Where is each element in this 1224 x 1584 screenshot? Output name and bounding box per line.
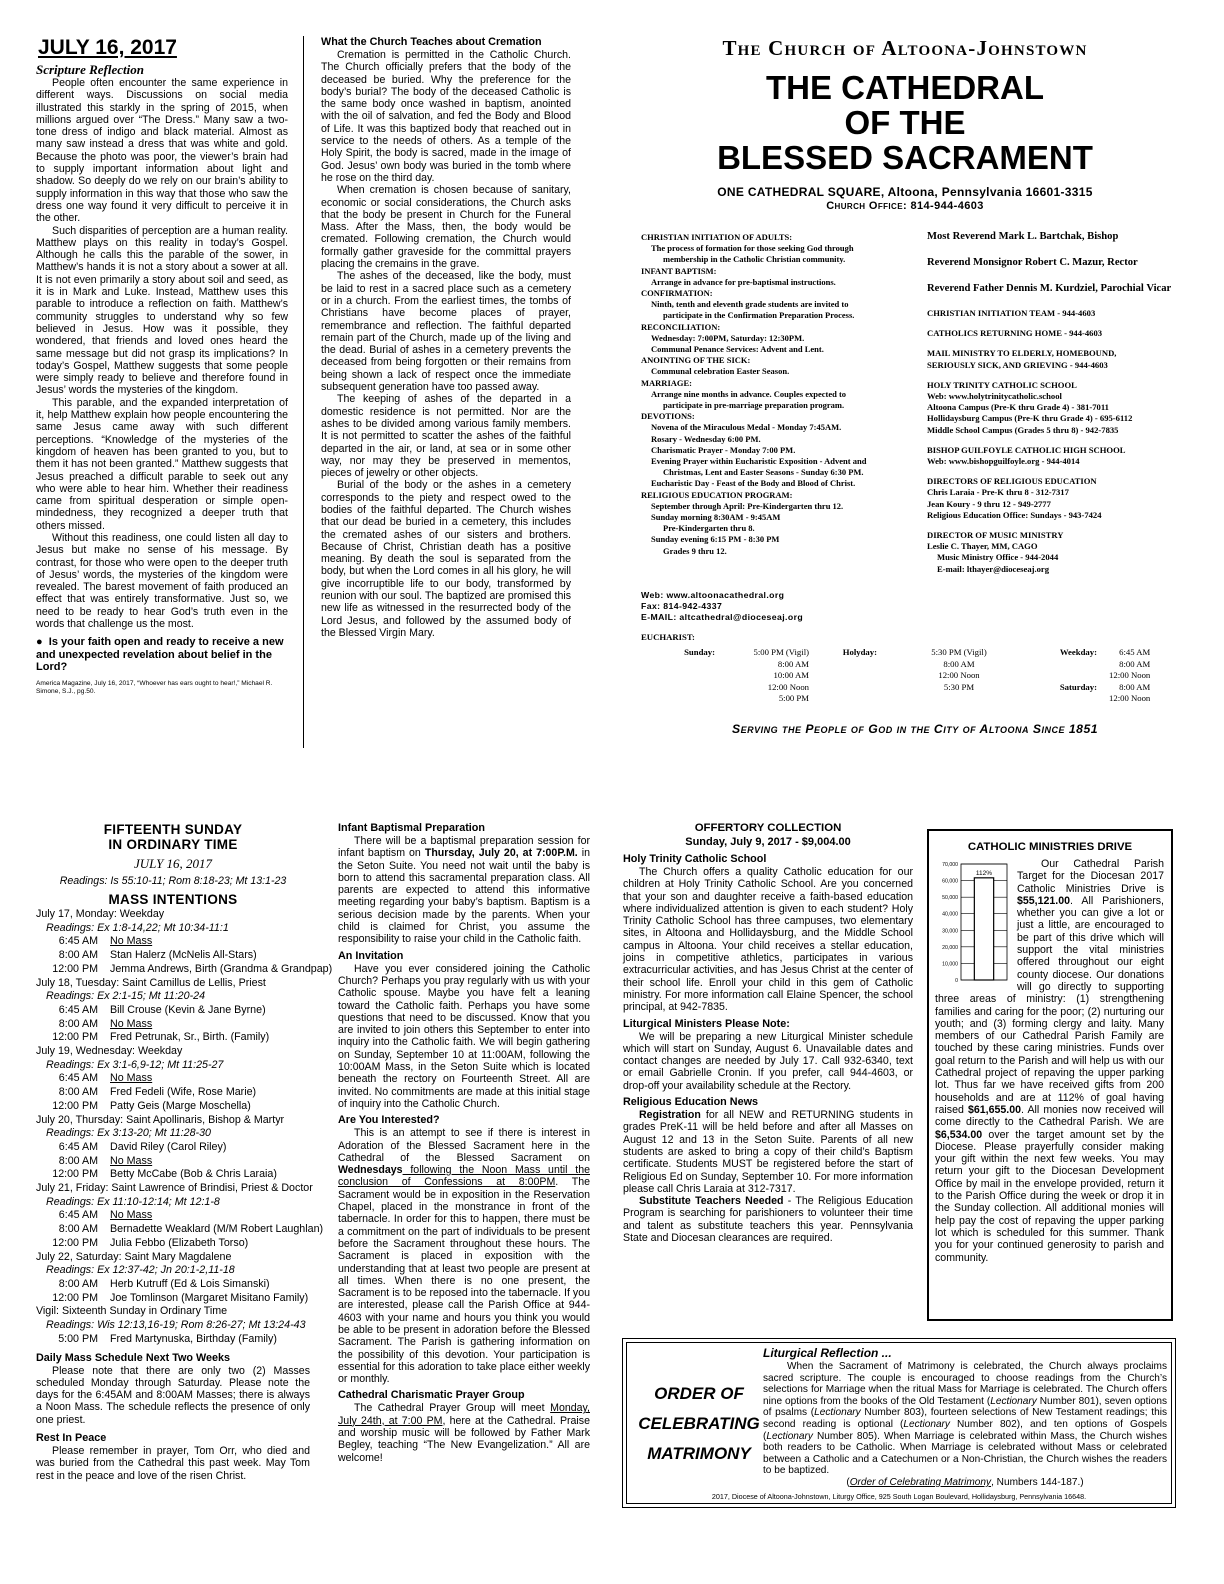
directory-line: Novena of the Miraculous Medal - Monday 7:45AM. bbox=[651, 422, 842, 433]
bar bbox=[974, 878, 993, 980]
directory-line: HOLY TRINITY CATHOLIC SCHOOL bbox=[927, 379, 1077, 390]
intention-name: Julia Febbo (Elizabeth Torso) bbox=[110, 1236, 249, 1249]
infant-baptism-heading: Infant Baptismal Preparation bbox=[338, 822, 485, 834]
directory-line: RELIGIOUS EDUCATION PROGRAM: bbox=[641, 489, 793, 500]
intention-name: No Mass bbox=[110, 1017, 153, 1030]
directory-line: membership in the Catholic Christian community. bbox=[663, 254, 846, 265]
mass-time: 6:45 AM bbox=[1119, 647, 1151, 658]
data-label: 112% bbox=[975, 869, 993, 877]
cathedral-title-3: BLESSED SACRAMENT bbox=[717, 139, 1093, 176]
parish-website: Web: www.altoonacathedral.org bbox=[641, 590, 785, 600]
intention-name: Jemma Andrews, Birth (Grandma & Grandpap) bbox=[110, 962, 333, 975]
directory-line: DIRECTOR OF MUSIC MINISTRY bbox=[927, 530, 1064, 541]
cremation-paragraph: When cremation is chosen because of sanitary, economic or social considerations, the Church asks that the body be present in Church for the Funeral Mass. After the Mass, then, the body would be cremated. Following cremation, the Church would formally gather graveside for the committal prayers placing the cremains in the grave. bbox=[321, 184, 571, 271]
adoration-text: This is an attempt to see if there is interest in Adoration of the Blessed Sacrament here in the Cathedral of the Blessed Sacrament on Wednesdays following the Noon Mass until the conclusion of Confessions at 8:00PM. The Sacrament would be in exposition in the Reservation Chapel, placed in the monstrance in front of the tabernacle. In order for this to happen, there must be a commitment on the part of individuals to be present before the Sacrament throughout these hours. The Sacrament is placed in exposition with the understanding that at least two people are present at all times. When there is no one present, the Sacrament is to be reposed into the tabernacle. If you are interested, please call the Parish Office at 944-4603 with your name and hours you think you would be able to be present in adoration before the Blessed Sacrament. The Parish is gathering information on the possibility of this devotion. Your participation is essential for this adoration to take place either weekly or monthly. bbox=[338, 1127, 590, 1386]
ministries-drive-text: 0 10,000 20,000 30,000 40,000 50,000 60,000 70,000 112% Our Cathedral Parish Target for the Diocesan 2017 Catholic Ministries Drive is $55,121.00. All Parishioners, whether you can give a lot or just a little, are encouraged to be part of this drive which will support the vital ministries offered throughout our eight county diocese. Our donations will go directly to supporting three areas of ministry: (1) strengthening families and caring for the poor; (2) nurturing our youth; and (3) forming clergy and laity. Many members of our Cathedral Parish Family are touched by these caring ministries. Funds over goal return to the Parish and will help us with our Cathedral project of repaving the upper parking lot. Thus far we have received gifts from 200 households and are at 112% of goal having raised $61,655.00. All monies now received will come directly to the Cathedral Parish. We are $6,534.00 over the target amount set by the Diocese. Please prayerfully consider making your gift within the next few weeks. You may return your gift to the Diocesan Development Office by mail in the envelope provided, return it to the Parish Office during the week or drop it in the Sunday collection. All additional monies will help pay the cost of repaving the upper parking lot which is scheduled for this summer. Thank you for your continued generosity to parish and community. bbox=[935, 858, 1165, 1264]
mass-intention bbox=[36, 1292, 310, 1306]
mass-time: 10:00 AM bbox=[773, 670, 809, 681]
intention-name: No Mass bbox=[110, 1154, 153, 1167]
sunday-readings: Readings: Is 55:10-11; Rom 8:18-23; Mt 13:1-23 bbox=[59, 875, 287, 887]
intention-time: 6:45 AM bbox=[58, 935, 98, 948]
directory-line: Eucharistic Day - Feast of the Body and Blood of Christ. bbox=[651, 478, 856, 489]
ministries-drive-title: CATHOLIC MINISTRIES DRIVE bbox=[967, 841, 1133, 853]
mass-intention bbox=[36, 1141, 310, 1155]
cremation-paragraph: The ashes of the deceased, like the body, must be laid to rest in a sacred place such as a cemetery or in a church. From the earliest times, the tombs of Christians have become places of prayer, remembrance and reflection. The faithful departed remain part of the Church, made up of the living and the dead. Burial of ashes in a cemetery prevents the deceased from being forgotten or their remains from being shown a lack of respect once the immediate subsequent generation have too passed away. bbox=[321, 270, 571, 394]
mass-time: 8:00 AM bbox=[1119, 681, 1151, 692]
charismatic-text: The Cathedral Prayer Group will meet Monday, July 24th, at 7:00 PM, here at the Cathedral. Praise and worship music will be followed by Father Mark Begley, teaching “The New Evangelization.” All are welcome! bbox=[338, 1402, 590, 1464]
intention-time: 12:00 PM bbox=[52, 1291, 98, 1304]
parish-fax: Fax: 814-942-4337 bbox=[641, 601, 723, 612]
day-heading: July 18, Tuesday: Saint Camillus de Lellis, Priest bbox=[36, 976, 266, 989]
mass-time: 5:30 PM (Vigil) bbox=[931, 647, 987, 658]
directory-line: Leslie C. Thayer, MM, CAGO bbox=[927, 541, 1038, 552]
intention-name: No Mass bbox=[110, 1072, 153, 1085]
cremation-heading: What the Church Teaches about Cremation bbox=[321, 36, 542, 48]
scripture-column bbox=[36, 36, 288, 696]
mass-time: 5:30 PM bbox=[943, 681, 975, 692]
mass-intentions-heading: MASS INTENTIONS bbox=[108, 892, 238, 907]
intention-time: 6:45 AM bbox=[58, 1140, 98, 1153]
intention-time: 12:00 PM bbox=[52, 1099, 98, 1112]
daily-readings: Readings: Ex 3:13-20; Mt 11:28-30 bbox=[46, 1127, 211, 1140]
column-divider bbox=[303, 36, 304, 748]
directory-line: Altoona Campus (Pre-K thru Grade 4) - 381-7011 bbox=[927, 402, 1109, 413]
school-heading: Holy Trinity Catholic School bbox=[623, 853, 767, 865]
directory-line: BISHOP GUILFOYLE CATHOLIC HIGH SCHOOL bbox=[927, 444, 1126, 455]
invitation-text: Have you ever considered joining the Catholic Church? Perhaps you pray regularly with us with your Catholic spouse. Maybe you have felt a leaning toward the Catholic faith. Perhaps you have some questions that need to be discussed. Know that you are invited to join others this September to enter into inquiry into the Catholic faith. We will begin gathering on Sunday, September 10 at 11:00AM, following the 10:00AM Mass, in the Seton Suite which is located beneath the rectory on Fourteenth Street. All are invited. No commitments are made at this initial stage of inquiry into the Catholic Church. bbox=[338, 962, 590, 1110]
mass-intention bbox=[36, 935, 310, 949]
parish-address: ONE CATHEDRAL SQUARE, Altoona, Pennsylvania 16601-3315 bbox=[717, 185, 1093, 199]
directory-line: Hollidaysburg Campus (Pre-K thru Grade 4) - 695-6112 bbox=[927, 413, 1133, 424]
directory-line: Web: www.holytrinitycatholic.school bbox=[927, 391, 1062, 402]
liturgical-ministers-heading: Liturgical Ministers Please Note: bbox=[623, 1017, 790, 1030]
daily-readings: Readings: Ex 3:1-6,9-12; Mt 11:25-27 bbox=[46, 1058, 224, 1071]
intention-name: Stan Halerz (McNelis All-Stars) bbox=[110, 949, 257, 962]
church-office-phone: Church Office: 814-944-4603 bbox=[826, 200, 984, 212]
directory-line: Communal Penance Services: Advent and Lent. bbox=[651, 344, 824, 355]
mass-time: 12:00 Noon bbox=[767, 681, 809, 692]
parish-email: E-MAIL: altcathedral@dioceseaj.org bbox=[641, 612, 804, 623]
intention-time: 6:45 AM bbox=[58, 1003, 98, 1016]
religious-ed-heading: Religious Education News bbox=[623, 1096, 758, 1109]
offertory-title: OFFERTORY COLLECTION bbox=[694, 822, 842, 834]
directory-line: ANOINTING OF THE SICK: bbox=[641, 355, 751, 366]
reflection-sidebar bbox=[629, 1379, 769, 1469]
intention-time: 8:00 AM bbox=[58, 949, 98, 962]
intention-time: 12:00 PM bbox=[52, 1031, 98, 1044]
mass-intentions-list bbox=[36, 908, 333, 1347]
registration-text: Registration for all NEW and RETURNING students in grades PreK-11 will be held before and after all Masses on August 12 and 13 in the Seton Suite. Parents of all new students are asked to bring a copy of their child’s Baptism certificate. Students MUST be registered before the start of Religious Ed on Sunday, September 10. For more information please call Chris Laraia at 312-7317. bbox=[623, 1109, 913, 1195]
school-text: The Church offers a quality Catholic education for our children at Holy Trinity Catholic School. Are you concerned that your son and daughter receive a faith-based education where individualized attention is given to each student? Holy Trinity Catholic School has three campuses, two elementary sites, in Altoona and Hollidaysburg, and the Middle School campus in Altoona. Your child receives a stellar education, joins in competitive athletics, participates in various extracurricular activities, and has Jesus Christ at the center of their school life. Enroll your child in this gem of Catholic ministry. For more information call Elaine Spencer, the school principal, at 942-7835. bbox=[623, 866, 913, 1014]
mass-intention bbox=[36, 1209, 310, 1223]
directory-line: Arrange nine months in advance. Couples expected to bbox=[651, 388, 847, 399]
intention-name: Herb Kutruff (Ed & Lois Simanski) bbox=[110, 1277, 270, 1290]
sunday-title-1: FIFTEENTH SUNDAY bbox=[103, 822, 243, 837]
directory-line: Grades 9 thru 12. bbox=[663, 545, 727, 556]
directory-line: Religious Education Office: Sundays - 943-7424 bbox=[927, 509, 1102, 520]
intention-time: 8:00 AM bbox=[58, 1223, 98, 1236]
mass-intention bbox=[36, 962, 333, 977]
intention-time: 8:00 AM bbox=[58, 1154, 98, 1167]
daily-readings: Readings: Wis 12:13,16-19; Rom 8:26-27; Mt 13:24-43 bbox=[46, 1319, 306, 1332]
intention-time: 12:00 PM bbox=[52, 1168, 98, 1181]
masthead bbox=[585, 36, 1224, 213]
intention-name: Joe Tomlinson (Margaret Misitano Family) bbox=[110, 1291, 309, 1304]
cremation-paragraph: Cremation is permitted in the Catholic Church. The Church officially prefers that the body of the deceased be buried. Why the preference for the body’s burial? The body of the deceased Catholic is the same body once washed in baptism, anointed with the oil of salvation, and fed the Body and Blood of Life. It was this baptized body that reached out in service to the needs of others. As a temple of the Holy Spirit, the body is sacred, made in the image of God. Jesus’ own body was buried in the tomb where he rose on the third day. bbox=[321, 49, 571, 184]
daily-mass-heading: Daily Mass Schedule Next Two Weeks bbox=[36, 1351, 231, 1364]
invitation-heading: An Invitation bbox=[338, 949, 404, 962]
mass-time: 5:00 PM (Vigil) bbox=[753, 647, 809, 658]
eucharist-label: EUCHARIST: bbox=[641, 632, 695, 642]
intention-time: 8:00 AM bbox=[58, 1086, 98, 1099]
y-tick-label: 60,000 bbox=[942, 878, 958, 885]
directory-line: Communal celebration Easter Season. bbox=[651, 366, 790, 377]
sunday-label: Sunday: bbox=[684, 647, 715, 658]
intention-time: 6:45 AM bbox=[58, 1072, 98, 1085]
directory-line: CATHOLICS RETURNING HOME - 944-4603 bbox=[927, 328, 1103, 339]
reflection-reference: (Order of Celebrating Matrimony, Numbers 144-187.) bbox=[846, 1476, 1084, 1488]
offertory-amount: Sunday, July 9, 2017 - $9,004.00 bbox=[685, 836, 851, 848]
intention-name: No Mass bbox=[110, 1209, 153, 1222]
y-tick-label: 70,000 bbox=[942, 862, 958, 868]
intention-time: 6:45 AM bbox=[58, 1209, 98, 1222]
holyday-label: Holyday: bbox=[842, 647, 877, 658]
directory-line: MARRIAGE: bbox=[641, 377, 692, 388]
cremation-paragraph: The keeping of ashes of the departed in a domestic residence is not permitted. Nor are the ashes to be divided among various family members. It is not permitted to scatter the ashes of the faithful departed in the air, or land, at sea or in some other way, nor may they be preserved in mementos, pieces of jewelry or other objects. bbox=[321, 393, 571, 480]
cremation-column bbox=[321, 36, 571, 639]
mass-intention bbox=[36, 1155, 310, 1169]
liturgical-ministers-text: We will be preparing a new Liturgical Minister schedule which will start on Sunday, August 6. Unavailable dates and contact changes are needed by July 17. Call 932-6340, text or email Gabrielle Cronin. If you prefer, call 944-4603, or drop-off your availability schedule at the Rectory. bbox=[623, 1030, 913, 1092]
cremation-body bbox=[321, 49, 571, 639]
sacraments-directory bbox=[641, 232, 921, 557]
announcements-column-2 bbox=[623, 822, 913, 1244]
scripture-paragraph: People often encounter the same experience in different ways. Discussions on social media illustrated this starkly in the spring of 2015, when millions argued over “The Dress.” Many saw a two-tone dress of indigo and black material. Almost as many saw instead a dress that was white and gold. Because the photo was poor, the viewer’s brain had to supply important information about light and shadow. So deeply do we rely on our brain’s ability to supply information in this way that those who saw the dress one way found it very difficult to perceive it in the other. bbox=[36, 77, 288, 225]
directory-line: Sunday morning 8:30AM - 9:45AM bbox=[651, 512, 781, 523]
ministries-drive-box bbox=[927, 829, 1173, 1321]
y-tick-label: 30,000 bbox=[942, 928, 958, 935]
mass-intention bbox=[36, 1004, 310, 1018]
intention-name: Fred Fedeli (Wife, Rose Marie) bbox=[110, 1086, 257, 1099]
intention-name: Betty McCabe (Bob & Chris Laraia) bbox=[110, 1168, 277, 1181]
intention-time: 8:00 AM bbox=[58, 1277, 98, 1290]
directory-line: Wednesday: 7:00PM, Saturday: 12:30PM. bbox=[651, 332, 805, 343]
intention-time: 5:00 PM bbox=[58, 1332, 98, 1345]
clergy-name: Reverend Father Dennis M. Kurdziel, Parochial Vicar bbox=[927, 283, 1172, 294]
rest-in-peace-heading: Rest In Peace bbox=[36, 1431, 107, 1444]
intention-name: Fred Petrunak, Sr., Birth. (Family) bbox=[110, 1031, 270, 1044]
mass-intention bbox=[36, 1100, 310, 1114]
adoration-heading: Are You Interested? bbox=[338, 1114, 440, 1127]
directory-line: RECONCILIATION: bbox=[641, 321, 721, 332]
bulletin-date: JULY 16, 2017 bbox=[38, 36, 177, 59]
mass-time: 8:00 AM bbox=[1119, 658, 1151, 669]
directory-line: SERIOUSLY SICK, AND GRIEVING - 944-4603 bbox=[927, 359, 1108, 370]
clergy-name: Most Reverend Mark L. Bartchak, Bishop bbox=[927, 231, 1119, 242]
directory-line: The process of formation for those seeking God through bbox=[651, 243, 854, 254]
directory-line: INFANT BAPTISM: bbox=[641, 265, 717, 276]
day-heading: July 20, Thursday: Saint Apollinaris, Bishop & Martyr bbox=[36, 1113, 285, 1126]
clergy-name: Reverend Monsignor Robert C. Mazur, Rector bbox=[927, 257, 1138, 268]
intention-name: Patty Geis (Marge Moschella) bbox=[110, 1099, 251, 1112]
directory-line: Chris Laraia - Pre-K thru 8 - 312-7317 bbox=[927, 487, 1069, 498]
daily-readings: Readings: Ex 11:10-12:14; Mt 12:1-8 bbox=[46, 1195, 220, 1208]
cremation-paragraph: Burial of the body or the ashes in a cemetery corresponds to the piety and respect owed to the bodies of the faithful departed. The Church wishes that our dead be buried in a cemetery, this includes the cremated ashes of our sisters and brothers. Because of Christ, Christian death has a positive meaning. By death the soul is separated from the body, but when the Lord comes in all his glory, he will give incorruptible life to our body, transformed by reunion with our soul. The baptized are promised this new life as witnessed in the resurrected body of the Lord Jesus, and followed by the assumed body of the Blessed Virgin Mary. bbox=[321, 479, 571, 639]
daily-readings: Readings: Ex 1:8-14,22; Mt 10:34-11:1 bbox=[46, 921, 229, 934]
directory-line: E-mail: lthayer@dioceseaj.org bbox=[937, 563, 1050, 574]
y-tick-label: 40,000 bbox=[942, 911, 958, 918]
day-heading: July 22, Saturday: Saint Mary Magdalene bbox=[36, 1250, 232, 1263]
scripture-heading: Scripture Reflection bbox=[36, 62, 144, 77]
mass-intention bbox=[36, 1072, 310, 1086]
daily-mass-text: Please note that there are only two (2) Masses scheduled Monday through Saturday. Please note the days for the 6:45AM and 8:00AM Masses; there is always a Noon Mass. The schedule reflects the presence of only one priest. bbox=[36, 1364, 310, 1426]
scripture-paragraph: This parable, and the expanded interpretation of it, help Matthew explain how people encountering the same Jesus came away with such different perceptions. “Knowledge of the mysteries of the kingdom of heaven has been granted to you, but to them it has not been granted.” Matthew suggests that Jesus preached a difficult parable to seek out any who were able to hear him. Whether their readiness came from spiritual desperation or simple open-mindedness, they recognized a deeper truth that others missed. bbox=[36, 396, 288, 532]
intention-name: Bill Crouse (Kevin & Jane Byrne) bbox=[110, 1003, 266, 1016]
directory-line: CHRISTIAN INITIATION OF ADULTS: bbox=[641, 232, 793, 242]
sunday-date: JULY 16, 2017 bbox=[133, 856, 213, 871]
directory-line: Charismatic Prayer - Monday 7:00 PM. bbox=[651, 444, 796, 455]
y-tick-label: 10,000 bbox=[942, 961, 958, 968]
charismatic-heading: Cathedral Charismatic Prayer Group bbox=[338, 1389, 525, 1402]
intention-time: 12:00 PM bbox=[52, 1236, 98, 1249]
directory-line: DEVOTIONS: bbox=[641, 411, 695, 422]
directory-line: Jean Koury - 9 thru 12 - 949-2777 bbox=[927, 498, 1051, 509]
directory-line: Middle School Campus (Grades 5 thru 8) - 942-7835 bbox=[927, 424, 1119, 435]
intention-name: David Riley (Carol Riley) bbox=[110, 1140, 227, 1153]
rest-in-peace-text: Please remember in prayer, Tom Orr, who died and was buried from the Cathedral this past week. May Tom rest in the peace and love of the risen Christ. bbox=[36, 1444, 310, 1482]
scripture-citation: America Magazine, July 16, 2017, “Whoever has ears ought to hear!,” Michael R. Simone, S.J., pg.50. bbox=[36, 679, 273, 695]
liturgical-reflection-box bbox=[622, 1338, 1176, 1508]
intention-name: Bernadette Weaklard (M/M Robert Laughlan) bbox=[110, 1223, 324, 1236]
directory-line: Pre-Kindergarten thru 8. bbox=[663, 523, 755, 534]
cathedral-title-1: THE CATHEDRAL bbox=[765, 69, 1045, 106]
mass-time: 8:00 AM bbox=[777, 658, 809, 669]
directory-line: Music Ministry Office - 944-2044 bbox=[937, 552, 1059, 563]
directory-line: CONFIRMATION: bbox=[641, 288, 713, 299]
day-heading: Vigil: Sixteenth Sunday in Ordinary Time bbox=[36, 1305, 228, 1318]
y-tick-label: 50,000 bbox=[942, 895, 958, 902]
day-heading: July 21, Friday: Saint Lawrence of Brindisi, Priest & Doctor bbox=[36, 1182, 313, 1195]
mass-time: 12:00 Noon bbox=[938, 670, 980, 681]
mass-intention bbox=[36, 949, 310, 963]
daily-readings: Readings: Ex 12:37-42; Jn 20:1-2,11-18 bbox=[46, 1264, 235, 1277]
y-tick-label: 0 bbox=[955, 978, 958, 984]
y-tick-label: 20,000 bbox=[942, 944, 958, 951]
weekday-times bbox=[1109, 647, 1150, 704]
directory-line: participate in the Confirmation Preparation Process. bbox=[663, 310, 855, 321]
sunday-title-2: IN ORDINARY TIME bbox=[108, 837, 238, 852]
mass-intention bbox=[36, 1333, 310, 1347]
mass-time: 8:00 AM bbox=[943, 658, 975, 669]
day-heading: July 17, Monday: Weekday bbox=[36, 908, 165, 920]
reflection-body bbox=[763, 1345, 1167, 1489]
mass-time: 5:00 PM bbox=[778, 693, 809, 704]
eucharist-schedule bbox=[641, 632, 1181, 704]
directory-line: Sunday evening 6:15 PM - 8:30 PM bbox=[651, 534, 780, 545]
staff-directory bbox=[927, 230, 1207, 575]
mass-intention bbox=[36, 1018, 310, 1032]
substitute-teachers-text: Substitute Teachers Needed - The Religious Education Program is searching for parishioners to volunteer their time and talent as substitute teachers this year. Pennsylvania State and Diocesan clearances are required. bbox=[623, 1195, 913, 1245]
mass-time: 12:00 Noon bbox=[1109, 693, 1151, 704]
mass-time: 12:00 Noon bbox=[1109, 670, 1151, 681]
mass-intention bbox=[36, 1168, 310, 1182]
side-title-1: ORDER OF bbox=[654, 1384, 744, 1403]
intention-name: No Mass bbox=[110, 935, 153, 948]
reflection-footer: 2017, Diocese of Altoona-Johnstown, Liturgy Office, 925 South Logan Boulevard, Hollidaysburg, Pennsylvania 16648. bbox=[711, 1492, 1087, 1501]
contact-block bbox=[641, 590, 921, 624]
serving-tagline: Serving the People of God in the City of Altoona Since 1851 bbox=[731, 722, 1099, 736]
scripture-body bbox=[36, 77, 288, 630]
reflection-heading: Liturgical Reflection ... bbox=[763, 1346, 892, 1360]
mass-intention bbox=[36, 1278, 310, 1292]
directory-line: Ninth, tenth and eleventh grade students are invited to bbox=[651, 299, 849, 310]
daily-readings: Readings: Ex 2:1-15; Mt 11:20-24 bbox=[46, 990, 206, 1003]
directory-line: September through April: Pre-Kindergarten thru 12. bbox=[651, 500, 844, 511]
sunday-times bbox=[727, 647, 817, 704]
intention-name: Fred Martynuska, Birthday (Family) bbox=[110, 1332, 277, 1345]
infant-baptism-text: There will be a baptismal preparation session for infant baptism on Thursday, July 20, at 7:00P.M. in the Seton Suite. You need not wait until the baby is born to attend this sacramental preparation class. All parents are expected to attend this informative meeting regarding your baby’s baptism. Baptism is a serious decision made by the parents. When your child is claimed for Christ, you assume the responsibility to raise your child in the Catholic faith. bbox=[338, 835, 590, 946]
directory-line: Rosary - Wednesday 6:00 PM. bbox=[651, 433, 761, 444]
directory-line: CHRISTIAN INITIATION TEAM - 944-4603 bbox=[927, 308, 1096, 318]
directory-line: DIRECTORS OF RELIGIOUS EDUCATION bbox=[927, 476, 1097, 487]
directory-line: Evening Prayer within Eucharistic Exposition - Advent and bbox=[651, 456, 867, 467]
mass-intention bbox=[36, 1031, 310, 1045]
side-title-2: CELEBRATING bbox=[638, 1414, 760, 1433]
intention-time: 12:00 PM bbox=[52, 962, 98, 975]
intention-time: 8:00 AM bbox=[58, 1017, 98, 1030]
directory-line: Arrange in advance for pre-baptismal instructions. bbox=[651, 276, 836, 287]
mass-intentions-column bbox=[36, 822, 333, 1482]
scripture-paragraph: Without this readiness, one could listen all day to Jesus but make no sense of his message. By contrast, for those who were open to the deeper truth of Jesus’ words, the mysteries of the kingdom were revealed. The barest movement of faith produced an effect that was entirely transformative. Just so, we need to be ready to hear God’s truth even in the words that challenge us the most. bbox=[36, 531, 288, 631]
directory-line: MAIL MINISTRY TO ELDERLY, HOMEBOUND, bbox=[927, 348, 1117, 359]
directory-line: participate in pre-marriage preparation program. bbox=[663, 400, 845, 411]
cathedral-title-2: OF THE bbox=[844, 104, 966, 141]
announcements-column-1 bbox=[338, 822, 590, 1464]
holyday-times bbox=[891, 647, 1027, 704]
ministries-drive-chart bbox=[933, 858, 1011, 988]
weekday-saturday-labels: Weekday: Saturday: bbox=[1059, 647, 1097, 692]
day-heading: July 19, Wednesday: Weekday bbox=[36, 1045, 183, 1058]
scripture-paragraph: Such disparities of perception are a human reality. Matthew plays on this reality in today’s Gospel. Although he calls this the parable of the sower, in Matthew’s hands it is not a story about a sower at all. It is not even primarily a story about soil and seed, as it is in Mark and Luke. Instead, Matthew uses this parable to introduce a reflection on faith. Matthew’s community struggles to understand why so few believed in Jesus. How was it possible, they wondered, that friends and loved ones heard the same message but did not grasp its implications? In today’s Gospel, Matthew suggests that some people were simply ready to believe and therefore found in Jesus’ words the mysteries of the kingdom. bbox=[36, 224, 288, 397]
reflection-question: ● Is your faith open and ready to receive a new and unexpected revelation about belief in the Lord? bbox=[36, 636, 284, 674]
mass-intention bbox=[36, 1237, 310, 1251]
mass-intention bbox=[36, 1086, 310, 1100]
diocese-name: The Church of Altoona-Johnstown bbox=[722, 36, 1088, 60]
mass-intention bbox=[36, 1223, 324, 1237]
bullet-icon: ● bbox=[36, 636, 49, 649]
directory-line: Web: www.bishopguilfoyle.org - 944-4014 bbox=[927, 456, 1080, 467]
side-title-3: MATRIMONY bbox=[647, 1444, 751, 1463]
reflection-text: When the Sacrament of Matrimony is celebrated, the Church always proclaims sacred scripture. The couple is encouraged to choose readings from the Church’s selections for Marriage when the ritual Mass for Marriage is celebrated. The Church offers nine options from the books of the Old Testament (Lectionary Number 801), seven options of psalms (Lectionary Number 803), fourteen selections of New Testament readings; this second reading is optional (Lectionary Number 802), and ten options of Gospels (Lectionary Number 805). When Marriage is celebrated within Mass, the Church wishes both readers to be Catholic. When Marriage is celebrated without Mass or celebrated between a Catholic and a Catechumen or a Non-Christian, the Church wishes the readers to be baptized. bbox=[763, 1361, 1168, 1477]
directory-line: Christmas, Lent and Easter Seasons - Sunday 6:30 PM. bbox=[663, 467, 864, 478]
